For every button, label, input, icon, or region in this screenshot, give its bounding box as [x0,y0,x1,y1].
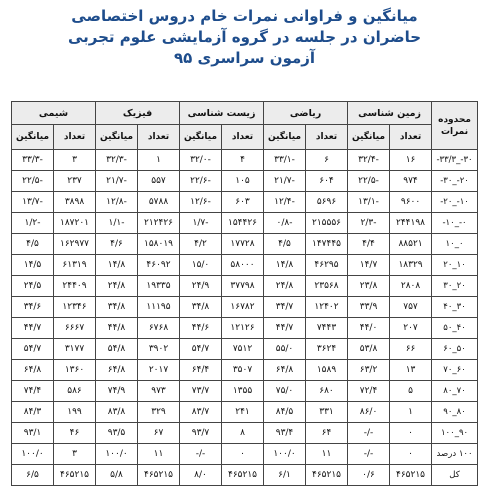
count-cell: ۱۳ [390,360,432,381]
mean-cell: ۵/۸ [96,465,138,486]
count-cell: ۵۶۹۶ [306,192,348,213]
count-cell: ۸۸۵۲۱ [390,234,432,255]
count-cell: ۷۵۱۲ [222,339,264,360]
document-title [0,6,489,69]
mean-cell: ۹۳/۷ [180,423,222,444]
range-cell: ۱۰_۲۰ [432,255,478,276]
mean-header: میانگین [180,125,222,150]
table-row [12,360,478,381]
mean-cell: ۴۴/۷ [264,318,306,339]
mean-cell: -۳۲/۰ [180,150,222,171]
count-cell: ۱۲۱۲۶ [222,318,264,339]
mean-cell: ۴/۴ [348,234,390,255]
mean-cell: ۶/۵ [12,465,54,486]
count-cell: ۱۹۳۳۵ [138,276,180,297]
mean-cell: ۴/۲ [180,234,222,255]
title-line-3: آزمون سراسری ۹۵ [173,49,316,67]
count-cell: ۱۳۵۵ [222,381,264,402]
count-cell: ۱۷۷۲۸ [222,234,264,255]
mean-cell: ۱۴/۸ [96,255,138,276]
mean-cell: ۴۴/۸ [96,318,138,339]
count-cell: ۳۵۰۷ [222,360,264,381]
range-cell: ۰_۱۰ [432,234,478,255]
mean-cell: ۶۴/۸ [264,360,306,381]
mean-cell: ۸۳/۸ [96,402,138,423]
table-row [12,381,478,402]
count-cell: ۵۸۰۰۰ [222,255,264,276]
count-cell: ۵۷۸۸ [138,192,180,213]
mean-cell: -/- [348,444,390,465]
mean-cell: ۱۴/۸ [264,255,306,276]
table-row [12,402,478,423]
table-row [12,171,478,192]
mean-cell: ۳۴/۸ [96,297,138,318]
mean-cell: ۵۴/۸ [96,339,138,360]
count-cell: ۵ [390,381,432,402]
mean-cell: ۴/۵ [264,234,306,255]
table-row [12,339,478,360]
count-cell: ۶۰۴ [306,171,348,192]
range-cell: ۹۰_۱۰۰ [432,423,478,444]
table-row [12,213,478,234]
table-row [12,423,478,444]
count-cell: ۶۶ [390,339,432,360]
subject-header: شیمی [12,102,96,125]
count-header: تعداد [54,125,96,150]
count-cell: ۱۳۶۰ [54,360,96,381]
count-cell: ۳۹۰۲ [138,339,180,360]
mean-cell: -۱/۷ [180,213,222,234]
count-cell: ۰ [390,444,432,465]
count-cell: ۱ [138,150,180,171]
table-row [12,234,478,255]
count-cell: ۴۶۵۲۱۵ [306,465,348,486]
count-cell: ۳۳۱ [306,402,348,423]
count-cell: ۱۸۷۲۰۱ [54,213,96,234]
mean-cell: -۱۲/۸ [96,192,138,213]
mean-cell: -/- [180,444,222,465]
count-cell: ۶۰۳ [222,192,264,213]
scores-table [11,101,478,486]
range-cell: ۶۰_۷۰ [432,360,478,381]
mean-cell: -۲۲/۶ [180,171,222,192]
mean-cell: ۵۴/۷ [180,339,222,360]
mean-cell: ۸۴/۵ [264,402,306,423]
mean-cell: ۶۴/۴ [180,360,222,381]
mean-cell: -۲۲/۵ [12,171,54,192]
mean-cell: ۱۴/۵ [12,255,54,276]
range-cell: ۲۰_۳۰ [432,276,478,297]
count-cell: ۶۴ [306,423,348,444]
count-cell: ۳۲۹ [138,402,180,423]
count-cell: ۴۶۵۲۱۵ [138,465,180,486]
table-row [12,150,478,171]
total-row [12,465,478,486]
mean-cell: -۲/۳ [348,213,390,234]
count-cell: ۲۴۱ [222,402,264,423]
mean-cell: ۷۴/۴ [12,381,54,402]
count-cell: ۹۷۴ [390,171,432,192]
mean-header: میانگین [96,125,138,150]
mean-cell: -۱۳/۱ [348,192,390,213]
count-cell: ۲۴۴۱۹۸ [390,213,432,234]
count-cell: ۲۰۱۷ [138,360,180,381]
count-cell: ۱۸۳۲۹ [390,255,432,276]
mean-cell: ۸۴/۳ [12,402,54,423]
mean-header: میانگین [264,125,306,150]
mean-cell: ۲۴/۵ [12,276,54,297]
count-cell: ۵۸۶ [54,381,96,402]
column-header-row [12,125,478,150]
table-row [12,444,478,465]
count-cell: ۱۱۱۹۵ [138,297,180,318]
mean-cell: ۱۵/۰ [180,255,222,276]
count-cell: ۱۰۵ [222,171,264,192]
mean-cell: ۶۳/۲ [348,360,390,381]
mean-cell: -۱۲/۴ [264,192,306,213]
table-row [12,297,478,318]
range-header-line-2: نمرات [440,126,469,137]
subject-header: زیست شناسی [180,102,264,125]
mean-cell: -۱/۱ [96,213,138,234]
count-cell: ۶ [306,150,348,171]
count-cell: ۱۱ [138,444,180,465]
mean-cell: -۳۳/۳ [12,150,54,171]
mean-cell: ۱۴/۷ [348,255,390,276]
mean-cell: -۲۱/۷ [264,171,306,192]
mean-cell: -۳۲/۴ [348,150,390,171]
mean-cell: -۲۱/۷ [96,171,138,192]
count-cell: ۲۸۰۸ [390,276,432,297]
mean-cell: ۶۴/۸ [12,360,54,381]
count-cell: ۲۳۷ [54,171,96,192]
count-cell: ۱۵۸۹ [306,360,348,381]
mean-cell: ۴۴/۶ [180,318,222,339]
mean-header: میانگین [348,125,390,150]
table-row [12,255,478,276]
count-cell: ۱۶ [390,150,432,171]
count-cell: ۹۶۰۰ [390,192,432,213]
mean-cell: ۷۲/۴ [348,381,390,402]
subject-header: فیزیک [96,102,180,125]
count-cell: ۶۸۰ [306,381,348,402]
mean-cell: ۳۴/۸ [180,297,222,318]
mean-cell: -۱۳/۷ [12,192,54,213]
mean-cell: ۷۳/۷ [180,381,222,402]
mean-cell: ۱۰۰/۰ [12,444,54,465]
mean-cell: ۷۵/۰ [264,381,306,402]
mean-cell: -۲۲/۵ [348,171,390,192]
table-body [12,150,478,486]
mean-cell: ۸۳/۷ [180,402,222,423]
count-cell: ۳۷۷۹۸ [222,276,264,297]
count-cell: ۵۵۷ [138,171,180,192]
count-cell: ۳ [54,150,96,171]
mean-cell: ۲۴/۸ [96,276,138,297]
mean-cell: ۷۴/۹ [96,381,138,402]
count-header: تعداد [390,125,432,150]
count-cell: ۴۶۰۹۲ [138,255,180,276]
range-cell: ۲۰-_۳۰- [432,171,478,192]
subject-header: ریاضی [264,102,348,125]
mean-cell: ۱۰۰/۰ [96,444,138,465]
range-cell: ۵۰_۶۰ [432,339,478,360]
range-cell: ۸۰_۹۰ [432,402,478,423]
count-cell: ۶۷۶۸ [138,318,180,339]
count-cell: ۱۲۴۰۲ [306,297,348,318]
mean-cell: -۰/۸ [264,213,306,234]
mean-cell: ۱۰۰/۰ [264,444,306,465]
count-cell: ۲۱۲۴۲۶ [138,213,180,234]
subject-header-row [12,102,478,125]
count-cell: ۹۷۳ [138,381,180,402]
count-cell: ۱۱ [306,444,348,465]
mean-cell: ۴۴/۷ [12,318,54,339]
count-cell: ۴۶۵۲۱۵ [54,465,96,486]
mean-cell: -۳۲/۳ [96,150,138,171]
count-cell: ۶۱۳۱۹ [54,255,96,276]
mean-cell: ۴/۵ [12,234,54,255]
count-cell: ۱۵۴۴۲۶ [222,213,264,234]
count-cell: ۴ [222,150,264,171]
mean-cell: -۳۳/۱ [264,150,306,171]
count-cell: ۱ [390,402,432,423]
count-cell: ۰ [390,423,432,444]
table-row [12,192,478,213]
mean-cell: -۱۲/۶ [180,192,222,213]
range-header [432,102,478,150]
count-cell: ۴۶۵۲۱۵ [222,465,264,486]
count-cell: ۳ [54,444,96,465]
count-cell: ۰ [222,444,264,465]
count-cell: ۱۶۷۸۲ [222,297,264,318]
count-header: تعداد [138,125,180,150]
mean-cell: ۳۴/۶ [12,297,54,318]
mean-cell: ۵۴/۷ [12,339,54,360]
title-line-2: حاضران در جلسه در گروه آزمایشی علوم تجربی [67,28,422,46]
mean-cell: ۹۳/۵ [96,423,138,444]
mean-cell: ۸/۰ [180,465,222,486]
count-cell: ۱۶۲۹۷۷ [54,234,96,255]
mean-cell: ۶/۱ [264,465,306,486]
range-cell: ۳۰_۴۰ [432,297,478,318]
count-cell: ۳۸۹۸ [54,192,96,213]
mean-cell: ۹۳/۴ [264,423,306,444]
mean-cell: ۶۴/۸ [96,360,138,381]
count-cell: ۲۳۵۶۸ [306,276,348,297]
title-line-1: میانگین و فراوانی نمرات خام دروس اختصاصی [71,7,418,25]
range-cell: ۱۰۰ درصد [432,444,478,465]
count-cell: ۲۱۵۵۵۶ [306,213,348,234]
count-cell: ۳۱۷۷ [54,339,96,360]
count-cell: ۴۶۵۲۱۵ [390,465,432,486]
mean-cell: ۲۴/۹ [180,276,222,297]
mean-cell: ۵۵/۰ [264,339,306,360]
range-cell: ۷۰_۸۰ [432,381,478,402]
mean-cell: ۴/۶ [96,234,138,255]
mean-cell: ۴۴/۰ [348,318,390,339]
mean-cell: ۹۳/۱ [12,423,54,444]
mean-header: میانگین [12,125,54,150]
count-cell: ۱۴۷۴۴۵ [306,234,348,255]
range-cell: ۱۰-_۲۰- [432,192,478,213]
count-cell: ۱۹۹ [54,402,96,423]
subject-header: زمین شناسی [348,102,432,125]
count-cell: ۷۵۷ [390,297,432,318]
count-cell: ۲۴۴۰۹ [54,276,96,297]
mean-cell: ۰/۶ [348,465,390,486]
count-cell: ۱۲۳۴۶ [54,297,96,318]
range-cell: ۳۰-_۳۳/۳- [432,150,478,171]
count-cell: ۱۵۸۰۱۹ [138,234,180,255]
mean-cell: ۲۴/۸ [264,276,306,297]
range-cell: کل [432,465,478,486]
count-cell: ۴۶ [54,423,96,444]
count-cell: ۶۷ [138,423,180,444]
count-cell: ۶۶۶۷ [54,318,96,339]
mean-cell: ۸۶/۰ [348,402,390,423]
range-cell: ۰-_۱۰- [432,213,478,234]
mean-cell: ۳۳/۹ [348,297,390,318]
count-cell: ۲۰۷ [390,318,432,339]
table-row [12,276,478,297]
count-cell: ۸ [222,423,264,444]
mean-cell: ۳۴/۷ [264,297,306,318]
count-header: تعداد [222,125,264,150]
mean-cell: ۵۳/۸ [348,339,390,360]
table-row [12,318,478,339]
range-cell: ۴۰_۵۰ [432,318,478,339]
count-cell: ۷۴۴۳ [306,318,348,339]
count-cell: ۴۶۲۹۵ [306,255,348,276]
count-cell: ۳۶۲۴ [306,339,348,360]
mean-cell: ۲۳/۸ [348,276,390,297]
count-header: تعداد [306,125,348,150]
mean-cell: -۱/۲ [12,213,54,234]
range-header-line-1: محدوده [438,114,471,125]
mean-cell: -/- [348,423,390,444]
